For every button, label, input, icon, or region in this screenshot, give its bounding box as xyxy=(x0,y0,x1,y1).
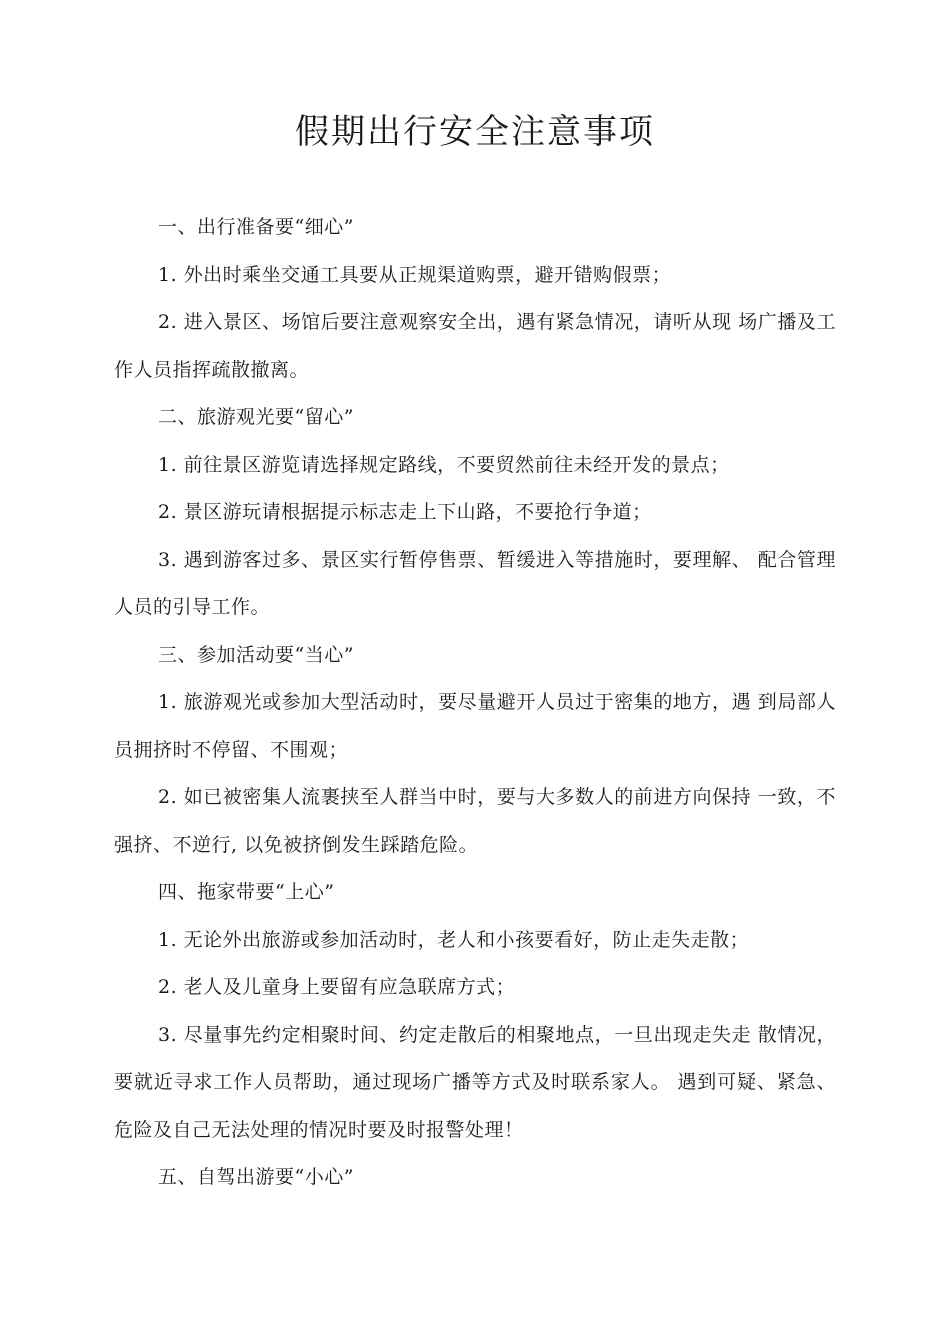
paragraph: 1. 旅游观光或参加大型活动时，要尽量避开人员过于密集的地方，遇 到局部人员拥挤时不停留、不围观； xyxy=(114,691,836,761)
section-heading-4: 四、拖家带要“上心” xyxy=(158,881,335,903)
paragraph: 2. 老人及儿童身上要留有应急联席方式； xyxy=(158,976,516,998)
document-title: 假期出行安全注意事项 xyxy=(295,112,655,152)
paragraph: 2. 景区游玩请根据提示标志走上下山路，不要抢行争道； xyxy=(158,501,652,523)
document-body xyxy=(114,204,836,1202)
paragraph: 3. 遇到游客过多、景区实行暂停售票、暂缓进入等措施时，要理解、 配合管理人员的引导工作。 xyxy=(114,548,836,618)
paragraph: 1. 无论外出旅游或参加活动时，老人和小孩要看好，防止走失走散； xyxy=(158,928,750,951)
paragraph: 3. 尽量事先约定相聚时间、约定走散后的相聚地点，一旦出现走失走 散情况，要就近寻求工作人员帮助，通过现场广播等方式及时联系家人。 遇到可疑、紧急、危险及自己无法处理的情况时要及时报警处理！ xyxy=(114,1023,836,1141)
paragraph: 1. 外出时乘坐交通工具要从正规渠道购票，避开错购假票； xyxy=(158,263,672,286)
section-heading-2: 二、旅游观光要“留心” xyxy=(158,406,354,428)
paragraph: 1. 前往景区游览请选择规定路线，不要贸然前往未经开发的景点； xyxy=(158,453,730,476)
section-heading-5: 五、自驾出游要“小心” xyxy=(158,1166,354,1188)
paragraph: 2. 如已被密集人流裹挟至人群当中时，要与大多数人的前进方向保持 一致，不强挤、不逆行, 以免被挤倒发生踩踏危险。 xyxy=(114,786,836,856)
section-heading-1: 一、出行准备要“细心” xyxy=(158,216,354,238)
paragraph: 2. 进入景区、场馆后要注意观察安全出，遇有紧急情况，请听从现 场广播及工作人员指挥疏散撤离。 xyxy=(114,311,836,381)
section-heading-3: 三、参加活动要“当心” xyxy=(158,643,354,666)
